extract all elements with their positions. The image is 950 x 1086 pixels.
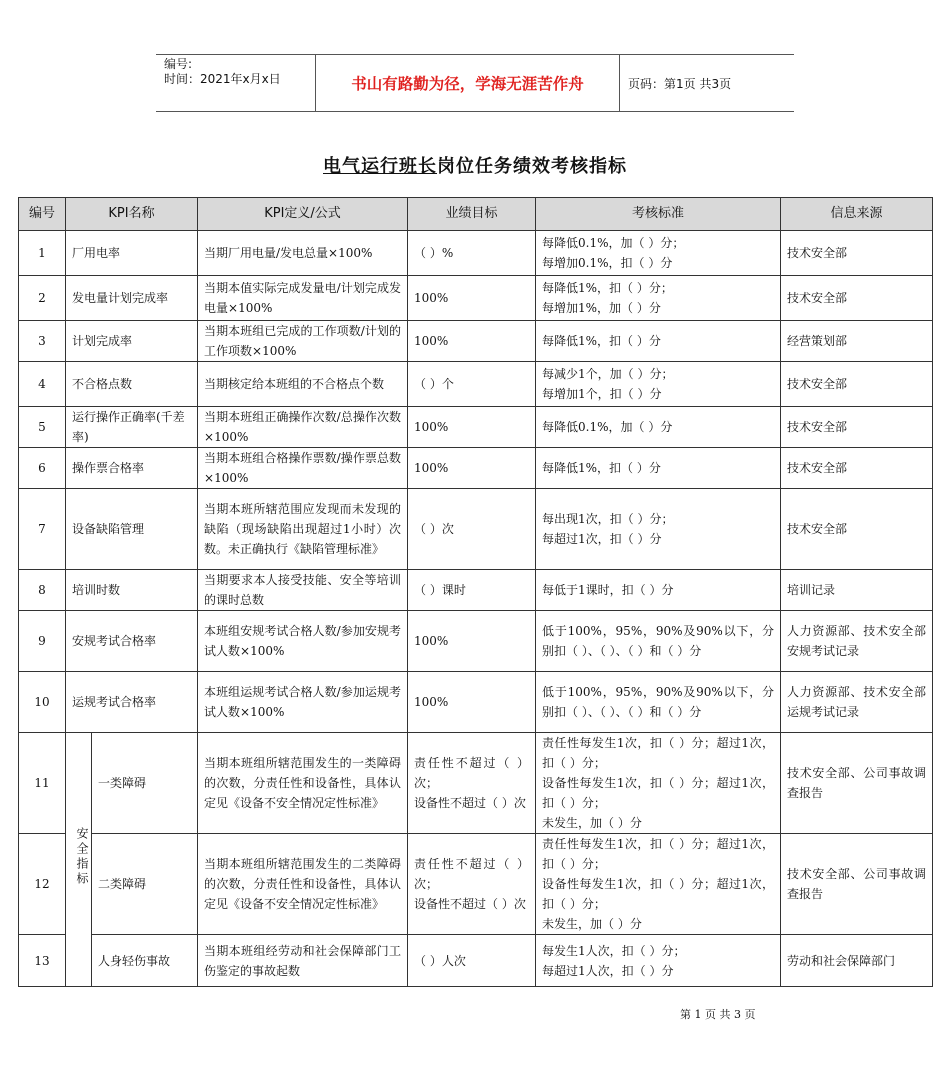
source-cell: 人力资源部、技术安全部运规考试记录 [781, 672, 933, 733]
standard-cell: 每减少1个，加（ ）分； 每增加1个，扣（ ）分 [536, 362, 781, 407]
standard-cell: 责任性每发生1次，扣（ ）分；超过1次，扣（ ）分； 设备性每发生1次，扣（ ）分；超过1次，扣（ ）分； 未发生，加（ ）分 [536, 834, 781, 935]
standard-cell: 每降低1%，扣（ ）分； 每增加1%，加（ ）分 [536, 276, 781, 321]
target-cell: 100% [408, 611, 536, 672]
table-row [19, 611, 933, 672]
standard-cell: 每降低1%，扣（ ）分 [536, 448, 781, 489]
source-cell: 技术安全部 [781, 231, 933, 276]
standard-cell: 每低于1课时，扣（ ）分 [536, 570, 781, 611]
standard-cell: 低于100%，95%，90%及90%以下，分别扣（ ）、（ ）、（ ）和（ ）分 [536, 672, 781, 733]
col-header-no: 编号 [19, 198, 66, 231]
header-page-label: 页码：第1页 共3页 [628, 76, 732, 91]
source-cell: 人力资源部、技术安全部安规考试记录 [781, 611, 933, 672]
target-cell: 100% [408, 407, 536, 448]
table-row [19, 672, 933, 733]
kpi-name-cell: 操作票合格率 [66, 448, 198, 489]
col-header-kpi-name: KPI名称 [66, 198, 198, 231]
kpi-definition-cell: 当期要求本人接受技能、安全等培训的课时总数 [198, 570, 408, 611]
kpi-definition-cell: 当期本班组正确操作次数/总操作次数×100% [198, 407, 408, 448]
table-row [19, 570, 933, 611]
kpi-name-cell: 计划完成率 [66, 321, 198, 362]
row-number-cell: 8 [19, 570, 66, 611]
kpi-definition-cell: 当期核定给本班组的不合格点个数 [198, 362, 408, 407]
row-number-cell: 6 [19, 448, 66, 489]
kpi-name-cell: 不合格点数 [66, 362, 198, 407]
target-cell: （ ）个 [408, 362, 536, 407]
table-row [19, 834, 933, 935]
kpi-name-cell: 设备缺陷管理 [66, 489, 198, 570]
safety-category-label: 安全指标 [75, 826, 89, 887]
kpi-definition-cell: 当期本班组经劳动和社会保障部门工伤鉴定的事故起数 [198, 935, 408, 987]
table-row [19, 489, 933, 570]
source-cell: 技术安全部、公司事故调查报告 [781, 733, 933, 834]
kpi-definition-cell: 当期本值实际完成发量电/计划完成发电量×100% [198, 276, 408, 321]
col-header-kpi-definition: KPI定义/公式 [198, 198, 408, 231]
row-number-cell: 2 [19, 276, 66, 321]
safety-category-cell [66, 733, 92, 987]
standard-cell: 每降低1%，扣（ ）分 [536, 321, 781, 362]
title-position: 电气运行班长 [323, 156, 437, 177]
header-meta [156, 55, 316, 111]
target-cell: （ ）% [408, 231, 536, 276]
row-number-cell: 1 [19, 231, 66, 276]
source-cell: 技术安全部 [781, 448, 933, 489]
table-row [19, 407, 933, 448]
kpi-name-cell: 一类障碍 [92, 733, 198, 834]
source-cell: 技术安全部 [781, 489, 933, 570]
table-row [19, 321, 933, 362]
target-cell: （ ）次 [408, 489, 536, 570]
row-number-cell: 5 [19, 407, 66, 448]
table-row [19, 448, 933, 489]
row-number-cell: 13 [19, 935, 66, 987]
table-row [19, 935, 933, 987]
source-cell: 劳动和社会保障部门 [781, 935, 933, 987]
target-cell: 100% [408, 276, 536, 321]
kpi-name-cell: 运规考试合格率 [66, 672, 198, 733]
kpi-name-cell: 运行操作正确率(千差率) [66, 407, 198, 448]
kpi-name-cell: 培训时数 [66, 570, 198, 611]
kpi-definition-cell: 本班组安规考试合格人数/参加安规考试人数×100% [198, 611, 408, 672]
source-cell: 技术安全部 [781, 276, 933, 321]
col-header-source: 信息来源 [781, 198, 933, 231]
source-cell: 技术安全部、公司事故调查报告 [781, 834, 933, 935]
kpi-definition-cell: 当期本班组合格操作票数/操作票总数×100% [198, 448, 408, 489]
kpi-definition-cell: 当期本班所辖范围应发现而未发现的缺陷（现场缺陷出现超过1小时）次数。未正确执行《缺陷管理标准》 [198, 489, 408, 570]
source-cell: 培训记录 [781, 570, 933, 611]
kpi-definition-cell: 当期厂用电量/发电总量×100% [198, 231, 408, 276]
kpi-definition-cell: 当期本班组所辖范围发生的一类障碍的次数，分责任性和设备性，具体认定见《设备不安全情况定性标准》 [198, 733, 408, 834]
title-rest: 岗位任务绩效考核指标 [437, 156, 627, 177]
kpi-name-cell: 安规考试合格率 [66, 611, 198, 672]
source-cell: 技术安全部 [781, 362, 933, 407]
standard-cell: 低于100%，95%，90%及90%以下，分别扣（ ）、（ ）、（ ）和（ ）分 [536, 611, 781, 672]
table-row [19, 231, 933, 276]
table-row [19, 276, 933, 321]
target-cell: 100% [408, 321, 536, 362]
target-cell: 责任性不超过（ ）次； 设备性不超过（ ）次 [408, 733, 536, 834]
kpi-definition-cell: 当期本班组所辖范围发生的二类障碍的次数，分责任性和设备性，具体认定见《设备不安全情况定性标准》 [198, 834, 408, 935]
kpi-table [18, 197, 933, 987]
standard-cell: 每发生1人次，扣（ ）分； 每超过1人次，扣（ ）分 [536, 935, 781, 987]
kpi-name-cell: 发电量计划完成率 [66, 276, 198, 321]
table-row [19, 733, 933, 834]
source-cell: 技术安全部 [781, 407, 933, 448]
table-header-row [19, 198, 933, 231]
page-footer: 第 1 页 共 3 页 [680, 1008, 756, 1021]
standard-cell: 每降低0.1%，加（ ）分 [536, 407, 781, 448]
kpi-definition-cell: 本班组运规考试合格人数/参加运规考试人数×100% [198, 672, 408, 733]
target-cell: （ ）课时 [408, 570, 536, 611]
target-cell: 100% [408, 448, 536, 489]
kpi-name-cell: 厂用电率 [66, 231, 198, 276]
row-number-cell: 7 [19, 489, 66, 570]
standard-cell: 责任性每发生1次，扣（ ）分；超过1次，扣（ ）分； 设备性每发生1次，扣（ ）分；超过1次，扣（ ）分； 未发生，加（ ）分 [536, 733, 781, 834]
source-cell: 经营策划部 [781, 321, 933, 362]
kpi-definition-cell: 当期本班组已完成的工作项数/计划的工作项数×100% [198, 321, 408, 362]
standard-cell: 每降低0.1%，加（ ）分； 每增加0.1%，扣（ ）分 [536, 231, 781, 276]
row-number-cell: 11 [19, 733, 66, 834]
row-number-cell: 9 [19, 611, 66, 672]
document-number-label: 编号: [164, 57, 193, 71]
target-cell: （ ）人次 [408, 935, 536, 987]
col-header-standard: 考核标准 [536, 198, 781, 231]
row-number-cell: 12 [19, 834, 66, 935]
table-row [19, 362, 933, 407]
page-title [0, 152, 950, 178]
row-number-cell: 4 [19, 362, 66, 407]
row-number-cell: 3 [19, 321, 66, 362]
kpi-name-cell: 人身轻伤事故 [92, 935, 198, 987]
header-motto: 书山有路勤为径，学海无涯苦作舟 [316, 55, 620, 111]
row-number-cell: 10 [19, 672, 66, 733]
kpi-name-cell: 二类障碍 [92, 834, 198, 935]
target-cell: 责任性不超过（ ）次； 设备性不超过（ ）次 [408, 834, 536, 935]
document-time-label: 时间：2021年x月x日 [164, 72, 281, 86]
document-header [156, 54, 794, 112]
col-header-target: 业绩目标 [408, 198, 536, 231]
standard-cell: 每出现1次，扣（ ）分； 每超过1次，扣（ ）分 [536, 489, 781, 570]
target-cell: 100% [408, 672, 536, 733]
